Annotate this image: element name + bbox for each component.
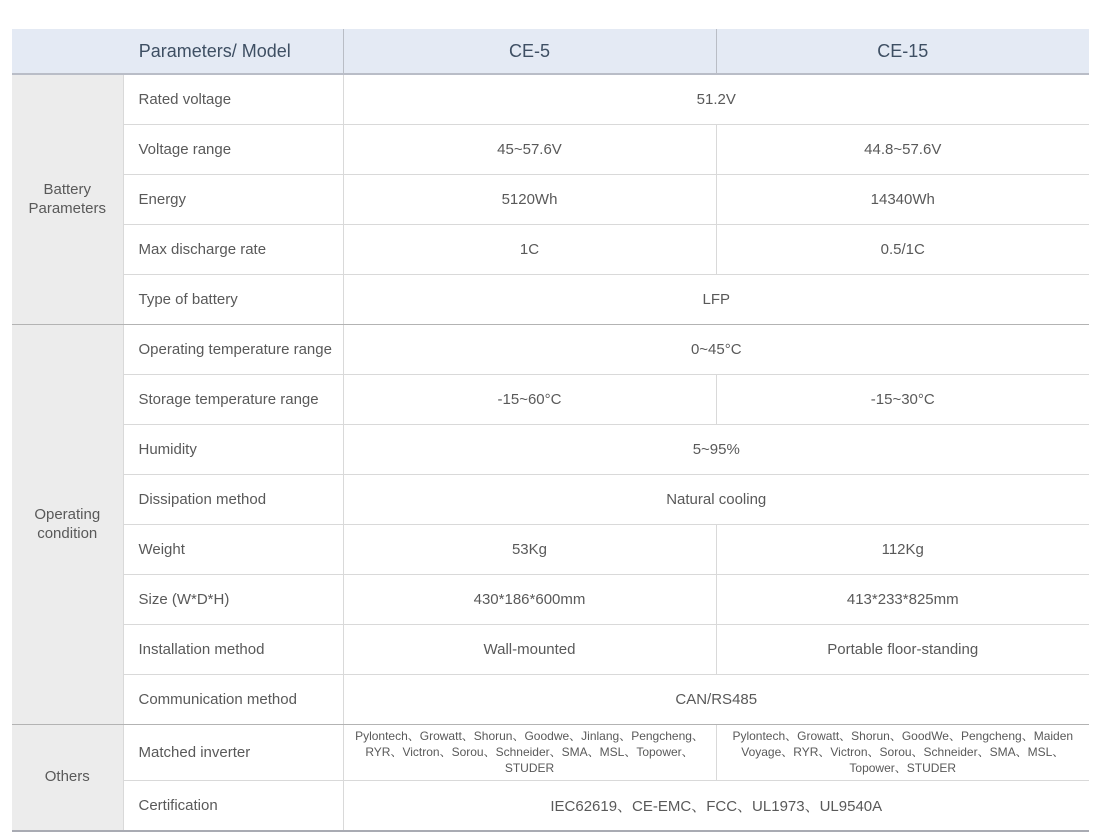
table-row <box>12 125 1089 175</box>
param-label: Operating temperature range <box>123 325 343 375</box>
value-cell: 53Kg <box>343 525 716 575</box>
value-cell: 14340Wh <box>716 175 1089 225</box>
battery-spec-table <box>12 29 1089 832</box>
table-row <box>12 525 1089 575</box>
header-parameters-model: Parameters/ Model <box>12 29 343 74</box>
table-row <box>12 275 1089 325</box>
value-cell: 112Kg <box>716 525 1089 575</box>
table-row <box>12 575 1089 625</box>
value-cell: -15~60°C <box>343 375 716 425</box>
header-model-ce-5: CE-5 <box>343 29 716 74</box>
param-label: Installation method <box>123 625 343 675</box>
param-label: Max discharge rate <box>123 225 343 275</box>
value-cell: 413*233*825mm <box>716 575 1089 625</box>
param-label: Communication method <box>123 675 343 725</box>
table-row <box>12 74 1089 125</box>
param-label: Dissipation method <box>123 475 343 525</box>
table-row <box>12 375 1089 425</box>
table-row <box>12 425 1089 475</box>
param-label: Humidity <box>123 425 343 475</box>
header-model-ce-15: CE-15 <box>716 29 1089 74</box>
value-cell: 1C <box>343 225 716 275</box>
value-cell: CAN/RS485 <box>343 675 1089 725</box>
value-cell: 45~57.6V <box>343 125 716 175</box>
value-cell: IEC62619、CE-EMC、FCC、UL1973、UL9540A <box>343 780 1089 831</box>
param-label: Type of battery <box>123 275 343 325</box>
table-row <box>12 475 1089 525</box>
group-cell-operating-condition: Operating condition <box>12 325 123 725</box>
header-row <box>12 29 1089 74</box>
value-cell: Portable floor-standing <box>716 625 1089 675</box>
value-cell: -15~30°C <box>716 375 1089 425</box>
value-cell: LFP <box>343 275 1089 325</box>
param-label: Rated voltage <box>123 74 343 125</box>
value-cell: Natural cooling <box>343 475 1089 525</box>
table-row <box>12 325 1089 375</box>
value-cell: 5~95% <box>343 425 1089 475</box>
table-row <box>12 175 1089 225</box>
table-row <box>12 780 1089 831</box>
battery-spec-table-container <box>12 29 1089 832</box>
table-row <box>12 225 1089 275</box>
group-cell-battery-parameters: Battery Parameters <box>12 74 123 325</box>
param-label: Storage temperature range <box>123 375 343 425</box>
value-cell: 44.8~57.6V <box>716 125 1089 175</box>
value-cell: 51.2V <box>343 74 1089 125</box>
table-row <box>12 725 1089 781</box>
param-label: Voltage range <box>123 125 343 175</box>
value-cell: 0~45°C <box>343 325 1089 375</box>
param-label: Matched inverter <box>123 725 343 781</box>
param-label: Weight <box>123 525 343 575</box>
value-cell: 430*186*600mm <box>343 575 716 625</box>
param-label: Size (W*D*H) <box>123 575 343 625</box>
value-cell: Pylontech、Growatt、Shorun、GoodWe、Pengcheng、Maiden Voyage、RYR、Victron、Sorou、Schneider、SMA、MSL、Topower、STUDER <box>716 725 1089 781</box>
value-cell: Pylontech、Growatt、Shorun、Goodwe、Jinlang、Pengcheng、RYR、Victron、Sorou、Schneider、SMA、MSL、Topower、STUDER <box>343 725 716 781</box>
table-row <box>12 625 1089 675</box>
value-cell: Wall-mounted <box>343 625 716 675</box>
value-cell: 5120Wh <box>343 175 716 225</box>
table-row <box>12 675 1089 725</box>
group-cell-others: Others <box>12 725 123 831</box>
value-cell: 0.5/1C <box>716 225 1089 275</box>
param-label: Energy <box>123 175 343 225</box>
param-label: Certification <box>123 780 343 831</box>
